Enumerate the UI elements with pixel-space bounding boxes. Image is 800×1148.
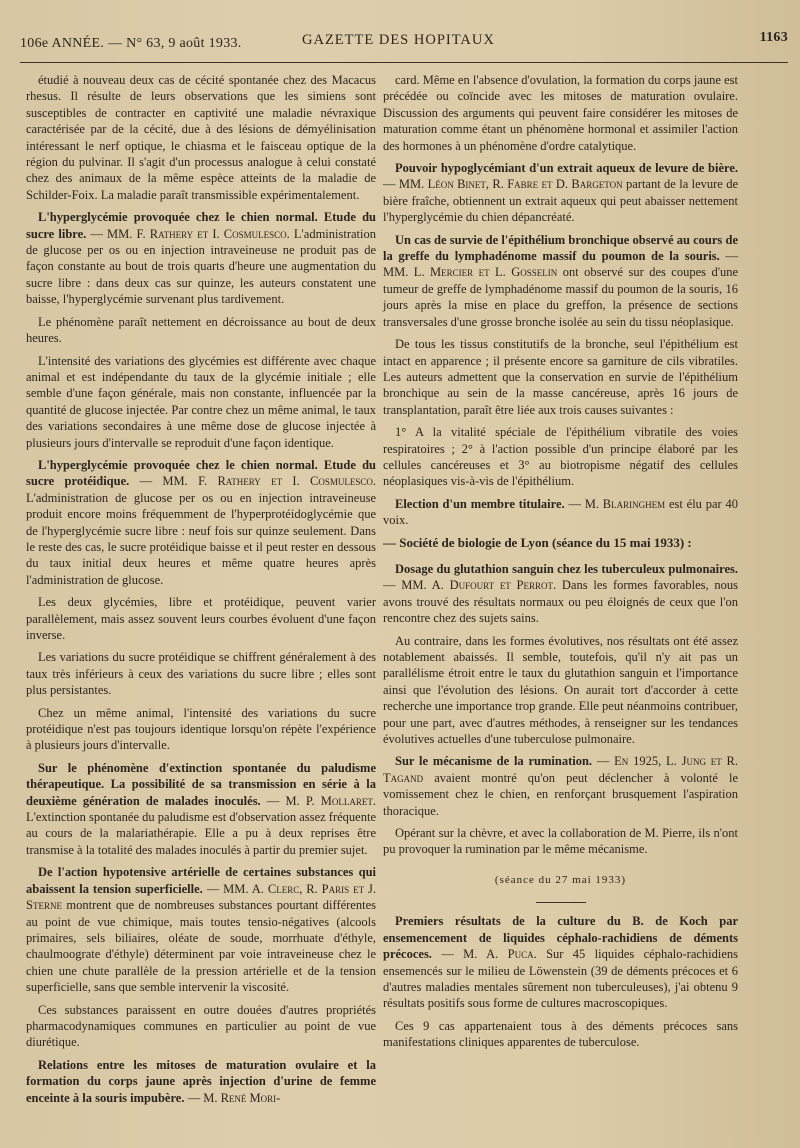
paragraph	[383, 424, 738, 490]
article-authors: — M. Blaringhem	[568, 496, 666, 511]
article-text: De tous les tissus constitutifs de la bronche, seul l'épithélium est intact en apparence ; il présente encore sa garniture de cils vibratiles. Les auteurs admettent que la conservation en survie de l'épithélium bronchique au sein de la masse cancéreuse, après 16 jours de transplantation, paraît être liée aux trois causes suivantes :	[383, 337, 738, 417]
article-text: Le phénomène paraît nettement en décroissance au bout de deux heures.	[26, 314, 376, 346]
article-text: ont observé sur des coupes d'une tumeur de greffe de lymphadénome massif du poumon de la souris, 16 jours après la mise en place du greffon, la présence de sections transversales d'une grosse bronche isolée au sein du tissu néoplasique.	[383, 265, 739, 329]
article-authors: — MM. F. Rathery et I. Cosmulesco.	[139, 474, 377, 489]
article-title: De l'action hypotensive artérielle de certaines substances qui abaissent la tension superficielle.	[26, 865, 376, 896]
article-entry	[26, 1057, 376, 1106]
article-entry	[383, 753, 738, 819]
article-title: Pouvoir hypoglycémiant d'un extrait aqueux de levure de bière.	[395, 161, 738, 176]
session-subheading: (séance du 27 mai 1933)	[494, 873, 627, 886]
page-header	[20, 30, 788, 58]
article-title: Dosage du glutathion sanguin chez les tuberculeux pulmonaires.	[395, 561, 738, 576]
article-text: partant de la levure de bière fraîche, obtiennent un extrait aqueux qui peut abaisser nettement l'hyperglycémie du chien dépancréaté.	[383, 177, 738, 225]
publication-title: GAZETTE DES HOPITAUX	[302, 32, 495, 48]
paragraph	[383, 825, 738, 858]
header-rule	[20, 62, 788, 63]
article-text: Opérant sur la chèvre, et avec la collaboration de M. Pierre, ils n'ont pu provoquer la rumination par le même mécanisme.	[383, 826, 738, 857]
article-text: Ces substances paraissent en outre douées d'autres propriétés pharmacodynamiques communes en particulier au point de vue diurétique.	[26, 1002, 376, 1050]
article-text: Chez un même animal, l'intensité des variations du sucre protéidique n'est pas toujours identique lorsqu'on répète l'expérience à plusieurs jours d'intervalle.	[26, 705, 376, 753]
paragraph	[26, 72, 376, 203]
article-title: Sur le phénomène d'extinction spontanée du paludisme thérapeutique. La possibilité de sa transmission en série à la deuxième génération de malades inoculés.	[26, 760, 376, 808]
paragraph	[383, 336, 738, 418]
article-title: Sur le mécanisme de la rumination.	[395, 754, 593, 769]
article-text: Sur 45 liquides céphalo-rachidiens ensemencés sur le milieu de Löwenstein (39 de déments précoces et 6 d'autres maladies mentales sûrement non tuberculeuses), j'ai obtenu 9 résultats positifs sous forme de cultures macroscopiques.	[383, 947, 739, 1011]
article-title: L'hyperglycémie provoquée chez le chien normal. Etude du sucre protéidique.	[26, 457, 376, 489]
article-entry	[383, 913, 738, 1011]
paragraph	[383, 72, 738, 154]
article-entry	[26, 209, 376, 307]
left-column	[26, 72, 376, 1112]
article-authors: — M. P. Mollaret.	[266, 793, 376, 808]
article-entry	[26, 864, 376, 995]
article-text: Les deux glycémies, libre et protéidique, peuvent varier parallèlement, mais assez souvent leurs courbes évoluent d'une façon inverse.	[26, 595, 376, 642]
paragraph	[383, 1018, 738, 1051]
paragraph	[26, 314, 376, 347]
article-title: Relations entre les mitoses de maturation ovulaire et la formation du corps jaune après injection d'urine de femme enceinte à la souris impubère.	[26, 1057, 376, 1105]
article-title: Un cas de survie de l'épithélium bronchique observé au cours de la greffe du lymphadénome massif du poumon de la souris.	[383, 232, 738, 264]
article-text: L'intensité des variations des glycémies est différente avec chaque animal et est indépendante du taux de la glycémie initiale ; elle semble d'une façon générale, mais non constante, influencée par la quantité de glucose injectée. Par contre chez un même animal, le taux des variations secondaires à une même dose de glucose injectée à plusieurs jours d'intervalle se reproduit d'une façon identique.	[26, 353, 376, 450]
article-authors: — En 1925, L. Jung et R. Tagand	[383, 754, 739, 785]
article-authors: — M. René Mori-	[187, 1090, 281, 1105]
article-text: Dans les formes favorables, nous avons trouvé des résultats normaux ou peu éloignés de ceux que l'on rencontre chez des sujets sains.	[383, 578, 738, 626]
article-title: L'hyperglycémie provoquée chez le chien normal. Etude du sucre libre.	[26, 210, 376, 241]
article-text: 1° A la vitalité spéciale de l'épithélium vibratile des voies respiratoires ; 2° à l'action possible d'un principe élaboré par les cellules cancéreuses et 3° au biotropisme négatif des cellules néoplasiques vis-à-vis de l'épithélium.	[383, 425, 738, 489]
article-text: étudié à nouveau deux cas de cécité spontanée chez des Macacus rhesus. Il résulte de leurs observations que les simiens sont susceptibles de contracter en captivité une maladie névraxique caractérisée par de la cécité, due à des lésions de démyélinisation intéressant le nerf optique, le chiasma et le faisceau optique de la région du pulvinar. Il s'agit d'un processus analogue à celui constaté chez des animaux de la même espèce atteints de la maladie de Schilder-Foix. La maladie paraît transmissible expérimentalement.	[26, 73, 376, 202]
article-text: L'administration de glucose per os ou en injection intraveineuse produit encore moins fréquemment de l'hyperprotéidoglycémie que de l'hyperglycémie sucre libre : neuf fois sur quinze seulement. Dans le reste des cas, le sucre protéidique baisse et il peut rester en dessous du taux initial deux heures et même quatre heures après l'administration de glucose.	[26, 490, 376, 587]
article-entry	[383, 232, 738, 330]
article-text: Les variations du sucre protéidique se chiffrent généralement à des taux très inférieurs à ceux des variations du sucre libre ; elles sont plus persistantes.	[26, 650, 376, 698]
article-entry	[383, 160, 738, 226]
paragraph	[26, 649, 376, 698]
article-text: L'administration de glucose per os ou en injection intraveineuse ne produit pas de façon constante au bout de trois quarts d'heure une augmentation du sucre libre : dans deux cas sur quinze, les auteurs constatent une baisse, l'hyperglycémie survenant plus tardivement.	[26, 226, 376, 307]
article-authors: — MM. L. Mercier et L. Gosselin	[383, 249, 739, 280]
article-authors: — M. A. Puca.	[441, 947, 537, 962]
paragraph	[26, 1002, 376, 1051]
article-text: L'extinction spontanée du paludisme est d'observation assez fréquente au cours de la malariathérapie. Elle a pu à deux reprises être transmise à la totalité des malades inoculés à partir du premier sujet.	[26, 810, 376, 857]
paragraph	[26, 705, 376, 754]
issue-info: 106e ANNÉE. — N° 63, 9 août 1933.	[20, 36, 242, 51]
article-entry	[383, 496, 738, 529]
article-authors: — MM. Léon Binet, R. Fabre et D. Bargeton	[383, 177, 623, 192]
article-title: Premiers résultats de la culture du B. de Koch par ensemencement de liquides céphalo-rachidiens de déments précoces.	[383, 914, 738, 962]
article-authors: — MM. F. Rathery et I. Cosmulesco.	[90, 226, 290, 241]
section-heading: — Société de biologie de Lyon (séance du 15 mai 1933) :	[383, 534, 692, 550]
article-text: Ces 9 cas appartenaient tous à des déments précoces sans manifestations cliniques apparentes de tuberculose.	[383, 1018, 738, 1050]
paragraph	[383, 633, 738, 748]
article-text: Au contraire, dans les formes évolutives, nos résultats ont été assez notablement abaissés. Il semble, toutefois, qu'il n'y ait pas un parallélisme étroit entre le taux du glutathion sanguin et l'importance ainsi que l'évolution des lésions. On aurait tort d'accorder à cette recherche une importance trop grande. Elle peut néanmoins contribuer, pour une part, avec d'autres méthodes, à renseigner sur les tendances évolutives actuelles d'une tuberculose pulmonaire.	[383, 633, 738, 747]
paragraph	[26, 594, 376, 643]
article-text: est élu par 40 voix.	[383, 496, 739, 528]
article-title: Election d'un membre titulaire.	[395, 496, 565, 511]
article-text: montrent que de nombreuses substances pourtant différentes au point de vue chimique, mais toutes tensio-négatives (alcools primaires, sels biliaires, oléate de soude, morrhuate d'éthyle, chaulmoograte d'éthyle) déterminent par voie intraveineuse chez le chien une chute parallèle de la pression artérielle et de la tension superficielle, sans que semble intervenir la viscosité.	[26, 898, 376, 995]
right-column	[383, 72, 738, 1057]
article-authors: — MM. A. Dufourt et Perrot.	[383, 578, 557, 593]
page-number: 1163	[759, 30, 788, 45]
article-entry	[383, 561, 738, 627]
article-authors: — MM. A. Clerc, R. Paris et J. Sterne	[26, 881, 377, 913]
paragraph	[26, 353, 376, 451]
article-entry	[26, 760, 376, 858]
article-entry	[26, 457, 376, 588]
short-rule	[536, 902, 586, 903]
article-text: card. Même en l'absence d'ovulation, la formation du corps jaune est précédée ou coïncide avec les mitoses de maturation ovulaire. Discussion des arguments qui peuvent faire considérer les mitoses de maturation comme étant un phénomène hormonal et assimiler l'action des hormones à un phénomène d'ordre catalytique.	[383, 73, 738, 153]
article-text: avaient montré qu'on peut déclencher à volonté le vomissement chez le chien, en renforçant brusquement l'aspiration thoracique.	[383, 770, 739, 818]
